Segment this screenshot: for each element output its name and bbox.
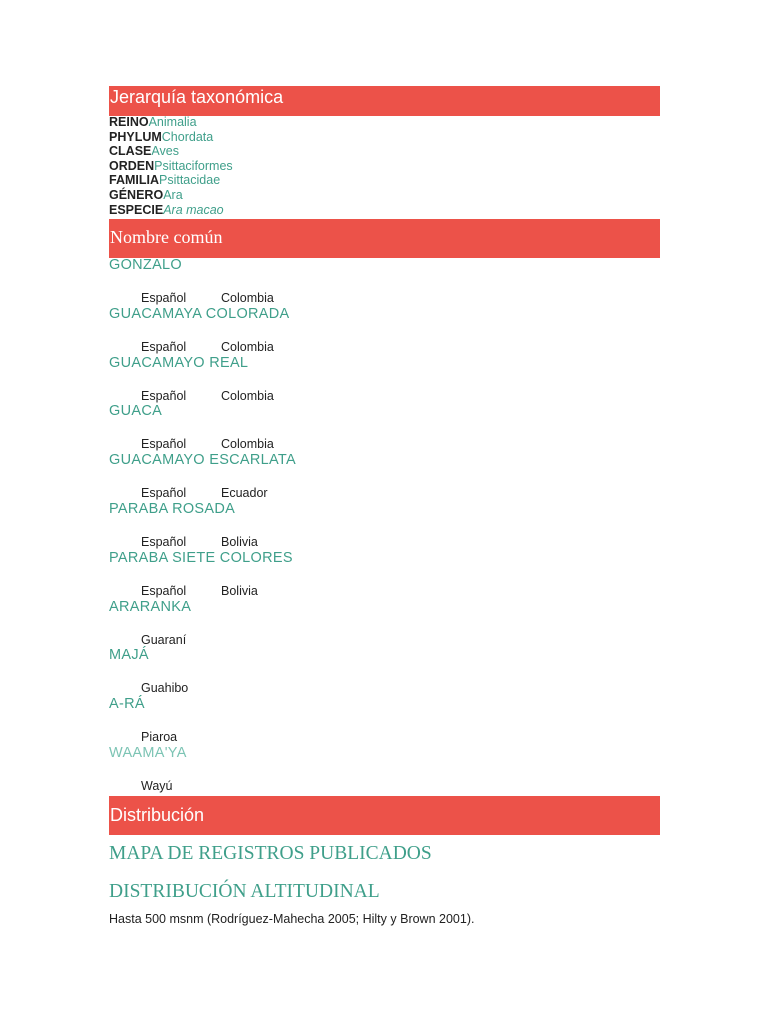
language: Español xyxy=(141,534,187,549)
taxonomy-row-orden: ORDENPsittaciformes xyxy=(109,158,233,173)
taxonomy-row-phylum: PHYLUMChordata xyxy=(109,129,214,144)
language: Español xyxy=(141,583,187,598)
taxonomy-row-clase: CLASEAves xyxy=(109,144,179,159)
distribution-title: Distribución xyxy=(110,805,205,825)
language: Español xyxy=(141,388,187,403)
language: Guaraní xyxy=(141,632,187,647)
common-name: WAAMA'YA xyxy=(109,744,187,761)
country: Ecuador xyxy=(221,486,268,501)
common-name: PARABA ROSADA xyxy=(109,500,236,517)
country: Bolivia xyxy=(221,583,258,598)
country: Colombia xyxy=(221,339,274,354)
list-item xyxy=(109,355,660,404)
taxonomy-title: Jerarquía taxonómica xyxy=(110,87,284,107)
list-item xyxy=(109,403,660,452)
country: Colombia xyxy=(221,437,274,452)
language: Español xyxy=(141,437,187,452)
list-item xyxy=(109,452,660,501)
list-item xyxy=(109,550,660,599)
common-name-header xyxy=(109,219,660,258)
list-item xyxy=(109,306,660,355)
common-name: A-RÁ xyxy=(109,696,145,713)
country: Colombia xyxy=(221,291,274,305)
taxonomy-row-familia: FAMILIAPsittacidae xyxy=(109,173,221,188)
taxonomy-row-genero: GÉNEROAra xyxy=(109,187,183,202)
altitude-note: Hasta 500 msnm (Rodríguez-Mahecha 2005; Hilty y Brown 2001). xyxy=(109,912,475,926)
map-records-heading: MAPA DE REGISTROS PUBLICADOS xyxy=(109,843,432,864)
taxonomy-header xyxy=(109,86,660,116)
language: Español xyxy=(141,291,187,305)
common-name: GUACAMAYA COLORADA xyxy=(109,305,290,322)
language: Guahibo xyxy=(141,681,189,696)
common-name: ARARANKA xyxy=(109,598,192,615)
list-item xyxy=(109,745,660,794)
language: Español xyxy=(141,339,187,354)
common-name-list xyxy=(109,257,660,794)
common-name: MAJÁ xyxy=(109,647,149,664)
taxonomy-row-reino: REINOAnimalia xyxy=(109,115,197,129)
list-item xyxy=(109,696,660,745)
common-name: GONZALO xyxy=(109,257,182,273)
language: Wayú xyxy=(141,778,173,793)
list-item xyxy=(109,257,660,306)
common-name: GUACAMAYO REAL xyxy=(109,354,249,371)
common-name-title: Nombre común xyxy=(110,227,223,247)
country: Bolivia xyxy=(221,534,258,549)
country: Colombia xyxy=(221,388,274,403)
list-item xyxy=(109,647,660,696)
language: Piaroa xyxy=(141,730,178,745)
list-item xyxy=(109,501,660,550)
distribution-header xyxy=(109,796,660,835)
language: Español xyxy=(141,486,187,501)
taxonomy-row-especie: ESPECIEAra macao xyxy=(109,202,224,217)
common-name: PARABA SIETE COLORES xyxy=(109,549,293,566)
list-item xyxy=(109,599,660,648)
taxonomy-list xyxy=(109,115,233,217)
common-name: GUACAMAYO ESCARLATA xyxy=(109,452,296,469)
altitude-heading: DISTRIBUCIÓN ALTITUDINAL xyxy=(109,881,380,902)
common-name: GUACA xyxy=(109,403,163,420)
